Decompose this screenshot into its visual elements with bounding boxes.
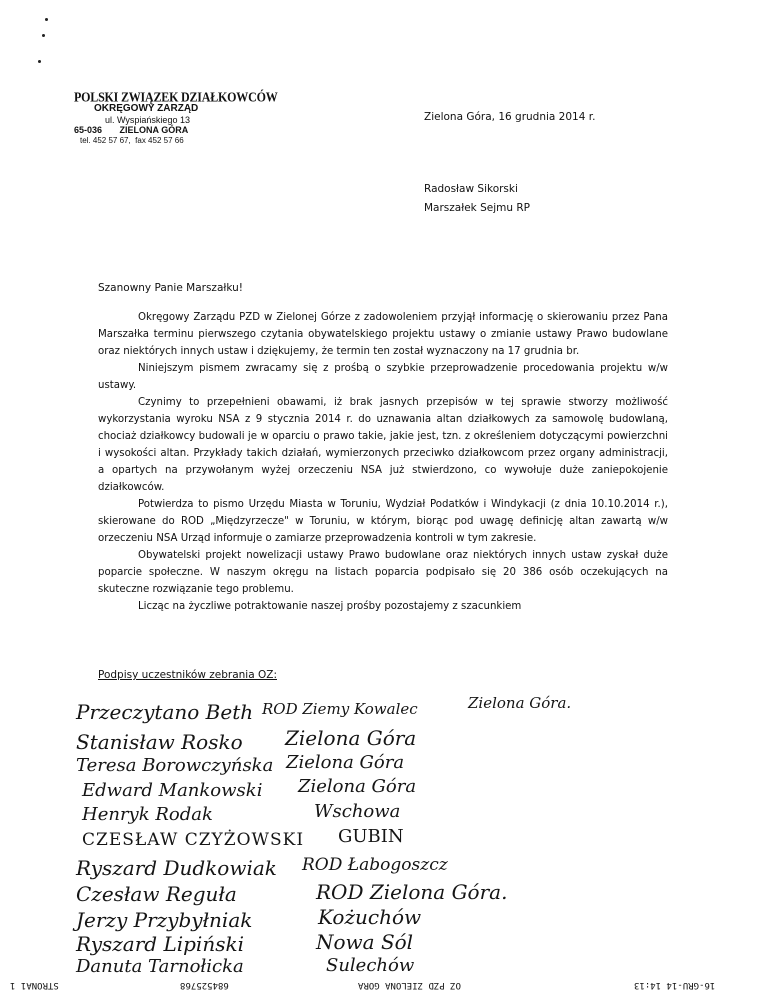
signature-place: GUBIN [338, 826, 404, 847]
paragraph-3: Czynimy to przepełnieni obawami, iż brak jasnych przepisów w tej sprawie stworzy możliwość wykorzystania wyroku NSA z 9 stycznia 2014 r. do uznawania altan działkowych za samowolę budowlaną, chociaż działkowcy budowali je w oparciu o prawo takie, jakie jest, tzn. z określeniem dotyczącymi powierzchni i wysokości altan. Przykłady takich działań, wymierzonych przeciwko działkowcom przez organy administracji, a opartych na przywołanym wyżej orzeczeniu NSA już stwierdzono, co wywołuje duże zaniepokojenie działkowców. [98, 397, 668, 493]
place-date: Zielona Góra, 16 grudnia 2014 r. [424, 111, 596, 123]
signature-name: Czesław Reguła [76, 882, 237, 906]
signature-place: ROD Ziemy Kowalec [262, 700, 418, 718]
fax-footer-sender: OZ PZD ZIELONA GORA [358, 980, 461, 990]
signature-name: Ryszard Dudkowiak [76, 856, 277, 880]
signature-place: Nowa Sól [316, 930, 414, 954]
scan-speck [38, 60, 41, 63]
scan-speck [42, 34, 45, 37]
fax-footer-page: STRONA1 1 [10, 980, 59, 990]
signature-name: Jerzy Przybyłniak [76, 908, 253, 932]
signature-place: ROD Łabogoszcz [302, 855, 448, 875]
signature-place: Zielona Góra [286, 752, 405, 773]
signature-name: Edward Mankowski [82, 780, 263, 801]
paragraph-2: Niniejszym pismem zwracamy się z prośbą o szybkie przeprowadzenie procedowania projektu w/w ustawy. [98, 363, 668, 391]
stamp-department: OKRĘGOWY ZARZĄD [94, 103, 199, 114]
stamp-org-name: POLSKI ZWIĄZEK DZIAŁKOWCÓW [74, 88, 278, 105]
signature-place: Zielona Góra [285, 726, 417, 750]
signature-name: Przeczytano Beth [76, 700, 254, 724]
signature-place: Kożuchów [318, 905, 422, 929]
signature-place: Zielona Góra [298, 776, 417, 797]
signature-name: Danuta Tarnołicka [76, 956, 244, 977]
signature-place: ROD Zielona Góra. [316, 880, 508, 904]
signature-name: CZESŁAW CZYŻOWSKI [82, 830, 305, 850]
salutation: Szanowny Panie Marszałku! [98, 282, 243, 294]
signature-name: Teresa Borowczyńska [76, 755, 274, 776]
scan-speck [45, 18, 48, 21]
signatures-heading: Podpisy uczestników zebrania OZ: [98, 669, 277, 681]
signature-name: Ryszard Lipiński [76, 932, 244, 956]
signature-name: Henryk Rodak [82, 804, 213, 825]
signature-extra: Zielona Góra. [468, 694, 572, 712]
letter-body [98, 309, 668, 615]
fax-footer-timestamp: 16-GRU-14 14:13 [634, 980, 716, 990]
stamp-phone: tel. 452 57 67, fax 452 57 66 [80, 136, 184, 145]
signature-name: Stanisław Rosko [76, 730, 243, 754]
signature-place: Wschowa [314, 801, 401, 822]
paragraph-6: Licząc na życzliwe potraktowanie naszej prośby pozostajemy z szacunkiem [138, 601, 522, 612]
stamp-postal: 65-036 ZIELONA GÓRA [74, 125, 189, 135]
recipient-name: Radosław Sikorski [424, 183, 518, 195]
paragraph-4: Potwierdza to pismo Urzędu Miasta w Toruniu, Wydział Podatków i Windykacji (z dnia 10.10.2014 r.), skierowane do ROD „Międzyrzecze" w Toruniu, w którym, biorąc pod uwagę definicję altan zawartą w/w orzeczeniu NSA Urząd informuje o zamiarze przeprowadzenia kontroli w tym zakresie. [98, 499, 668, 544]
stamp-street: ul. Wyspiańskiego 13 [105, 115, 190, 125]
paragraph-1: Okręgowy Zarządu PZD w Zielonej Górze z zadowoleniem przyjął informację o skierowaniu przez Pana Marszałka terminu pierwszego czytania obywatelskiego projektu ustawy o zmianie ustawy Prawo budowlane oraz niektórych innych ustaw i dziękujemy, że termin ten został wyznaczony na 17 grudnia br. [98, 312, 668, 357]
signature-place: Sulechów [326, 955, 415, 976]
recipient-title: Marszałek Sejmu RP [424, 202, 530, 214]
paragraph-5: Obywatelski projekt nowelizacji ustawy Prawo budowlane oraz niektórych innych ustaw zyskał duże poparcie społeczne. W naszym okręgu na listach poparcia podpisało się 20 386 osób oczekujących na skuteczne rozwiązanie tego problemu. [98, 550, 668, 595]
fax-footer-number: 684525768 [180, 980, 229, 990]
